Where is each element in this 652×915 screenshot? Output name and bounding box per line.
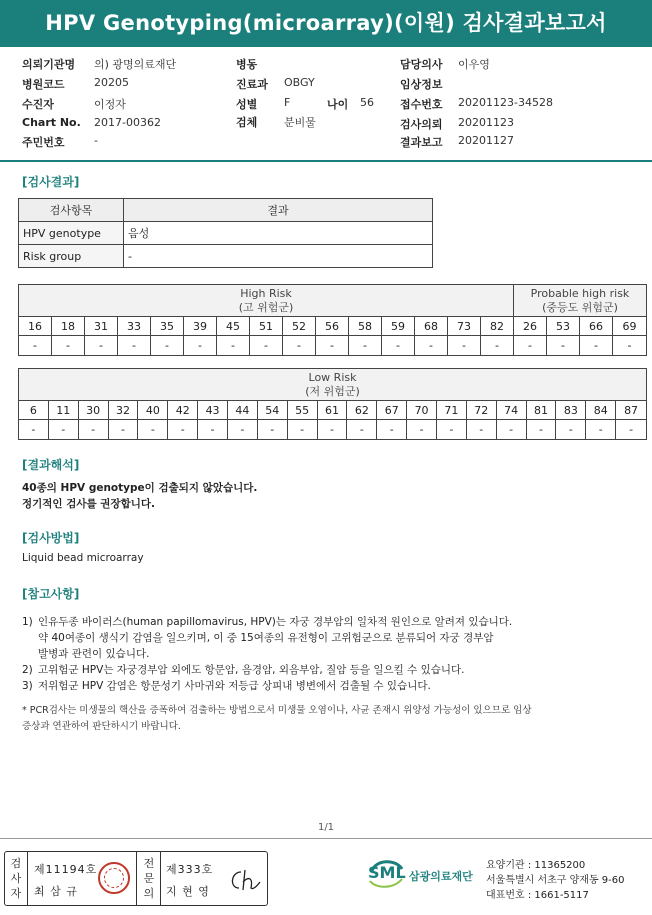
- report-label: 결과보고: [400, 136, 443, 149]
- probable-risk-subtitle: (중등도 위험군): [542, 300, 618, 314]
- high-risk-type-cell: 68: [415, 317, 448, 336]
- high-risk-type-cell: 39: [184, 317, 217, 336]
- handwritten-signature: [227, 866, 263, 894]
- high-risk-value-cell: -: [448, 336, 481, 355]
- results-header-result: 결과: [124, 199, 433, 222]
- low-risk-type-cell: 87: [616, 401, 646, 420]
- high-risk-type-cell: 53: [547, 317, 580, 336]
- low-risk-value-cell: -: [556, 420, 586, 439]
- note-item: [22, 662, 632, 678]
- results-header-item: 검사항목: [19, 199, 124, 222]
- results-row-value: -: [124, 245, 433, 268]
- high-risk-type-cell: 69: [613, 317, 646, 336]
- results-row-item: HPV genotype: [19, 222, 124, 245]
- interpretation-line: 40종의 HPV genotype이 검출되지 않았습니다.: [22, 482, 258, 494]
- low-risk-table: [18, 368, 647, 440]
- low-risk-type-cell: 6: [19, 401, 49, 420]
- results-heading: [검사결과]: [22, 175, 80, 189]
- request-label: 검사의뢰: [400, 118, 443, 131]
- low-risk-value-cell: -: [467, 420, 497, 439]
- report-title: HPV Genotyping(microarray)(이원) 검사결과보고서: [0, 0, 652, 47]
- clinical-label: 임상정보: [400, 78, 443, 91]
- footnote-line: 증상과 연관하여 판단하시기 바랍니다.: [22, 721, 181, 732]
- low-risk-value-cell: -: [228, 420, 258, 439]
- logo-text: SML: [368, 863, 406, 882]
- doctor-sign-label: [141, 856, 157, 901]
- probable-risk-title: Probable high risk: [530, 286, 630, 300]
- high-risk-value-cell: -: [580, 336, 613, 355]
- footnote-line: * PCR검사는 미생물의 핵산을 증폭하여 검출하는 방법으로서 미생물 오염이나, 사균 존재시 위양성 가능성이 있으므로 임상: [22, 705, 532, 716]
- doctor-label: 담당의사: [400, 58, 443, 71]
- high-risk-type-cell: 82: [481, 317, 514, 336]
- inst-value: 의) 광명의료재단: [94, 58, 177, 71]
- inst-label: 의뢰기관명: [22, 58, 76, 71]
- low-risk-type-cell: 11: [49, 401, 79, 420]
- high-risk-value-cell: -: [415, 336, 448, 355]
- chart-label: Chart No.: [22, 116, 81, 129]
- note-line: 약 40여종이 생식기 감염을 일으키며, 이 중 15여종의 유전형이 고위험군으로 분류되어 자궁 경부암: [38, 632, 494, 644]
- low-risk-type-cell: 44: [228, 401, 258, 420]
- low-risk-type-cell: 70: [407, 401, 437, 420]
- low-risk-value-cell: -: [168, 420, 198, 439]
- low-risk-type-cell: 72: [467, 401, 497, 420]
- low-risk-value-cell: -: [79, 420, 109, 439]
- low-risk-value-cell: -: [138, 420, 168, 439]
- low-risk-value-cell: -: [527, 420, 557, 439]
- low-risk-value-cell: -: [288, 420, 318, 439]
- patient-info: [22, 56, 642, 154]
- tester-label-char: 사: [10, 872, 22, 885]
- doctor-license-no: 제333호: [166, 863, 214, 876]
- high-risk-type-cell: 73: [448, 317, 481, 336]
- rrn-value: -: [94, 134, 98, 147]
- low-risk-type-cell: 67: [377, 401, 407, 420]
- specimen-value: 분비물: [284, 116, 316, 129]
- results-table: [18, 198, 433, 268]
- note-line: 고위험군 HPV는 자궁경부암 외에도 항문암, 음경암, 외음부암, 질암 등을 일으킬 수 있습니다.: [38, 664, 465, 676]
- doctor-label-char: 의: [143, 887, 155, 900]
- note-item: [22, 678, 632, 694]
- name-value: 이정자: [94, 98, 126, 111]
- signature-box: [4, 851, 268, 906]
- low-risk-type-cell: 74: [497, 401, 527, 420]
- tester-license-no: 제11194호: [34, 863, 98, 876]
- high-risk-type-cell: 26: [514, 317, 547, 336]
- low-risk-type-cell: 84: [586, 401, 616, 420]
- low-risk-value-cell: -: [437, 420, 467, 439]
- low-risk-title: Low Risk: [308, 370, 357, 384]
- low-risk-value-cell: -: [407, 420, 437, 439]
- low-risk-type-cell: 40: [138, 401, 168, 420]
- lab-address: 서울특별시 서초구 양재동 9-60: [486, 875, 625, 886]
- dept-label: 진료과: [236, 78, 268, 91]
- high-risk-type-cell: 35: [151, 317, 184, 336]
- note-number: 2): [22, 664, 33, 676]
- high-risk-value-cell: -: [85, 336, 118, 355]
- note-number: 1): [22, 616, 33, 628]
- note-line: 발병과 관련이 있습니다.: [38, 648, 150, 660]
- high-risk-type-cell: 66: [580, 317, 613, 336]
- tester-label-char: 자: [10, 887, 22, 900]
- code-label: 병원코드: [22, 78, 65, 91]
- high-risk-type-cell: 16: [19, 317, 52, 336]
- low-risk-type-cell: 61: [318, 401, 348, 420]
- name-label: 수진자: [22, 98, 54, 111]
- chart-value: 2017-00362: [94, 116, 161, 129]
- low-risk-value-cell: -: [586, 420, 616, 439]
- seal-stamp: [98, 862, 130, 894]
- lab-institution-code: 요양기관 : 11365200: [486, 860, 586, 871]
- age-value: 56: [360, 96, 374, 109]
- high-risk-value-cell: -: [316, 336, 349, 355]
- low-risk-value-cell: -: [49, 420, 79, 439]
- dept-value: OBGY: [284, 76, 315, 89]
- high-risk-table: [18, 284, 647, 356]
- low-risk-type-cell: 83: [556, 401, 586, 420]
- low-risk-type-cell: 30: [79, 401, 109, 420]
- high-risk-type-cell: 58: [349, 317, 382, 336]
- tester-label: [8, 856, 24, 901]
- high-risk-type-cell: 51: [250, 317, 283, 336]
- code-value: 20205: [94, 76, 129, 89]
- high-risk-type-cell: 33: [118, 317, 151, 336]
- doctor-value: 이우영: [458, 58, 490, 71]
- sex-label: 성별: [236, 98, 258, 111]
- lab-name: 삼광의료재단: [409, 870, 473, 883]
- high-risk-type-cell: 59: [382, 317, 415, 336]
- high-risk-type-cell: 52: [283, 317, 316, 336]
- request-value: 20201123: [458, 116, 514, 129]
- interpretation-heading: [결과해석]: [22, 458, 80, 472]
- pcr-footnote: [22, 703, 637, 735]
- low-risk-type-cell: 32: [109, 401, 139, 420]
- low-risk-type-cell: 62: [347, 401, 377, 420]
- low-risk-subtitle: (저 위험군): [305, 384, 360, 398]
- high-risk-type-cell: 45: [217, 317, 250, 336]
- lab-info: [486, 858, 625, 903]
- low-risk-value-cell: -: [616, 420, 646, 439]
- specimen-label: 검체: [236, 116, 258, 129]
- lab-logo: [366, 857, 478, 891]
- high-risk-value-cell: -: [19, 336, 52, 355]
- method-text: Liquid bead microarray: [22, 552, 144, 564]
- high-risk-group-header: [19, 285, 514, 317]
- high-risk-value-cell: -: [184, 336, 217, 355]
- low-risk-value-cell: -: [377, 420, 407, 439]
- note-line: 저위험군 HPV 감염은 항문성기 사마귀와 저등급 상피내 병변에서 검출될 수 있습니다.: [38, 680, 431, 692]
- high-risk-subtitle: (고 위험군): [238, 300, 294, 314]
- notes-list: [22, 614, 632, 694]
- low-risk-type-cell: 43: [198, 401, 228, 420]
- low-risk-group-header: [19, 369, 646, 401]
- high-risk-value-cell: -: [514, 336, 547, 355]
- high-risk-value-cell: -: [613, 336, 646, 355]
- high-risk-type-cell: 31: [85, 317, 118, 336]
- high-risk-title: High Risk: [240, 286, 292, 300]
- notes-heading: [참고사항]: [22, 587, 80, 601]
- low-risk-value-cell: -: [318, 420, 348, 439]
- tester-label-char: 검: [10, 857, 22, 870]
- high-risk-type-cell: 18: [52, 317, 85, 336]
- note-item: [22, 614, 632, 662]
- high-risk-type-cell: 56: [316, 317, 349, 336]
- interpretation-line: 정기적인 검사를 권장합니다.: [22, 498, 156, 510]
- low-risk-type-cell: 54: [258, 401, 288, 420]
- low-risk-type-cell: 71: [437, 401, 467, 420]
- results-row-item: Risk group: [19, 245, 124, 268]
- high-risk-value-cell: -: [250, 336, 283, 355]
- accession-label: 접수번호: [400, 98, 443, 111]
- high-risk-value-cell: -: [349, 336, 382, 355]
- sign-divider: [136, 852, 137, 905]
- footer-divider: [0, 838, 652, 839]
- header-divider: [0, 160, 652, 162]
- high-risk-value-cell: -: [118, 336, 151, 355]
- tester-name: 최 삼 규: [34, 885, 78, 898]
- low-risk-value-cell: -: [258, 420, 288, 439]
- doctor-label-char: 전: [143, 857, 155, 870]
- low-risk-value-cell: -: [19, 420, 49, 439]
- results-row-value: 음성: [124, 222, 433, 245]
- sign-divider: [27, 852, 28, 905]
- ward-label: 병동: [236, 58, 258, 71]
- accession-value: 20201123-34528: [458, 96, 553, 109]
- interpretation-text: [22, 480, 257, 512]
- high-risk-value-cell: -: [52, 336, 85, 355]
- low-risk-value-cell: -: [198, 420, 228, 439]
- low-risk-type-cell: 55: [288, 401, 318, 420]
- sex-value: F: [284, 96, 291, 109]
- doctor-name: 지 현 영: [166, 885, 210, 898]
- age-label: 나이: [327, 98, 349, 111]
- probable-risk-group-header: [514, 285, 646, 317]
- high-risk-value-cell: -: [547, 336, 580, 355]
- high-risk-value-cell: -: [217, 336, 250, 355]
- high-risk-value-cell: -: [151, 336, 184, 355]
- high-risk-value-cell: -: [283, 336, 316, 355]
- report-value: 20201127: [458, 134, 514, 147]
- sign-divider: [160, 852, 161, 905]
- method-heading: [검사방법]: [22, 531, 80, 545]
- high-risk-value-cell: -: [382, 336, 415, 355]
- lab-phone: 대표번호 : 1661-5117: [486, 890, 589, 901]
- low-risk-type-cell: 42: [168, 401, 198, 420]
- note-line: 인유두종 바이러스(human papillomavirus, HPV)는 자궁 경부암의 일차적 원인으로 알려져 있습니다.: [38, 616, 513, 628]
- doctor-label-char: 문: [143, 872, 155, 885]
- page-number: 1/1: [317, 822, 335, 833]
- note-number: 3): [22, 680, 33, 692]
- high-risk-value-cell: -: [481, 336, 514, 355]
- low-risk-value-cell: -: [497, 420, 527, 439]
- low-risk-value-cell: -: [347, 420, 377, 439]
- low-risk-type-cell: 81: [527, 401, 557, 420]
- low-risk-value-cell: -: [109, 420, 139, 439]
- rrn-label: 주민번호: [22, 136, 65, 149]
